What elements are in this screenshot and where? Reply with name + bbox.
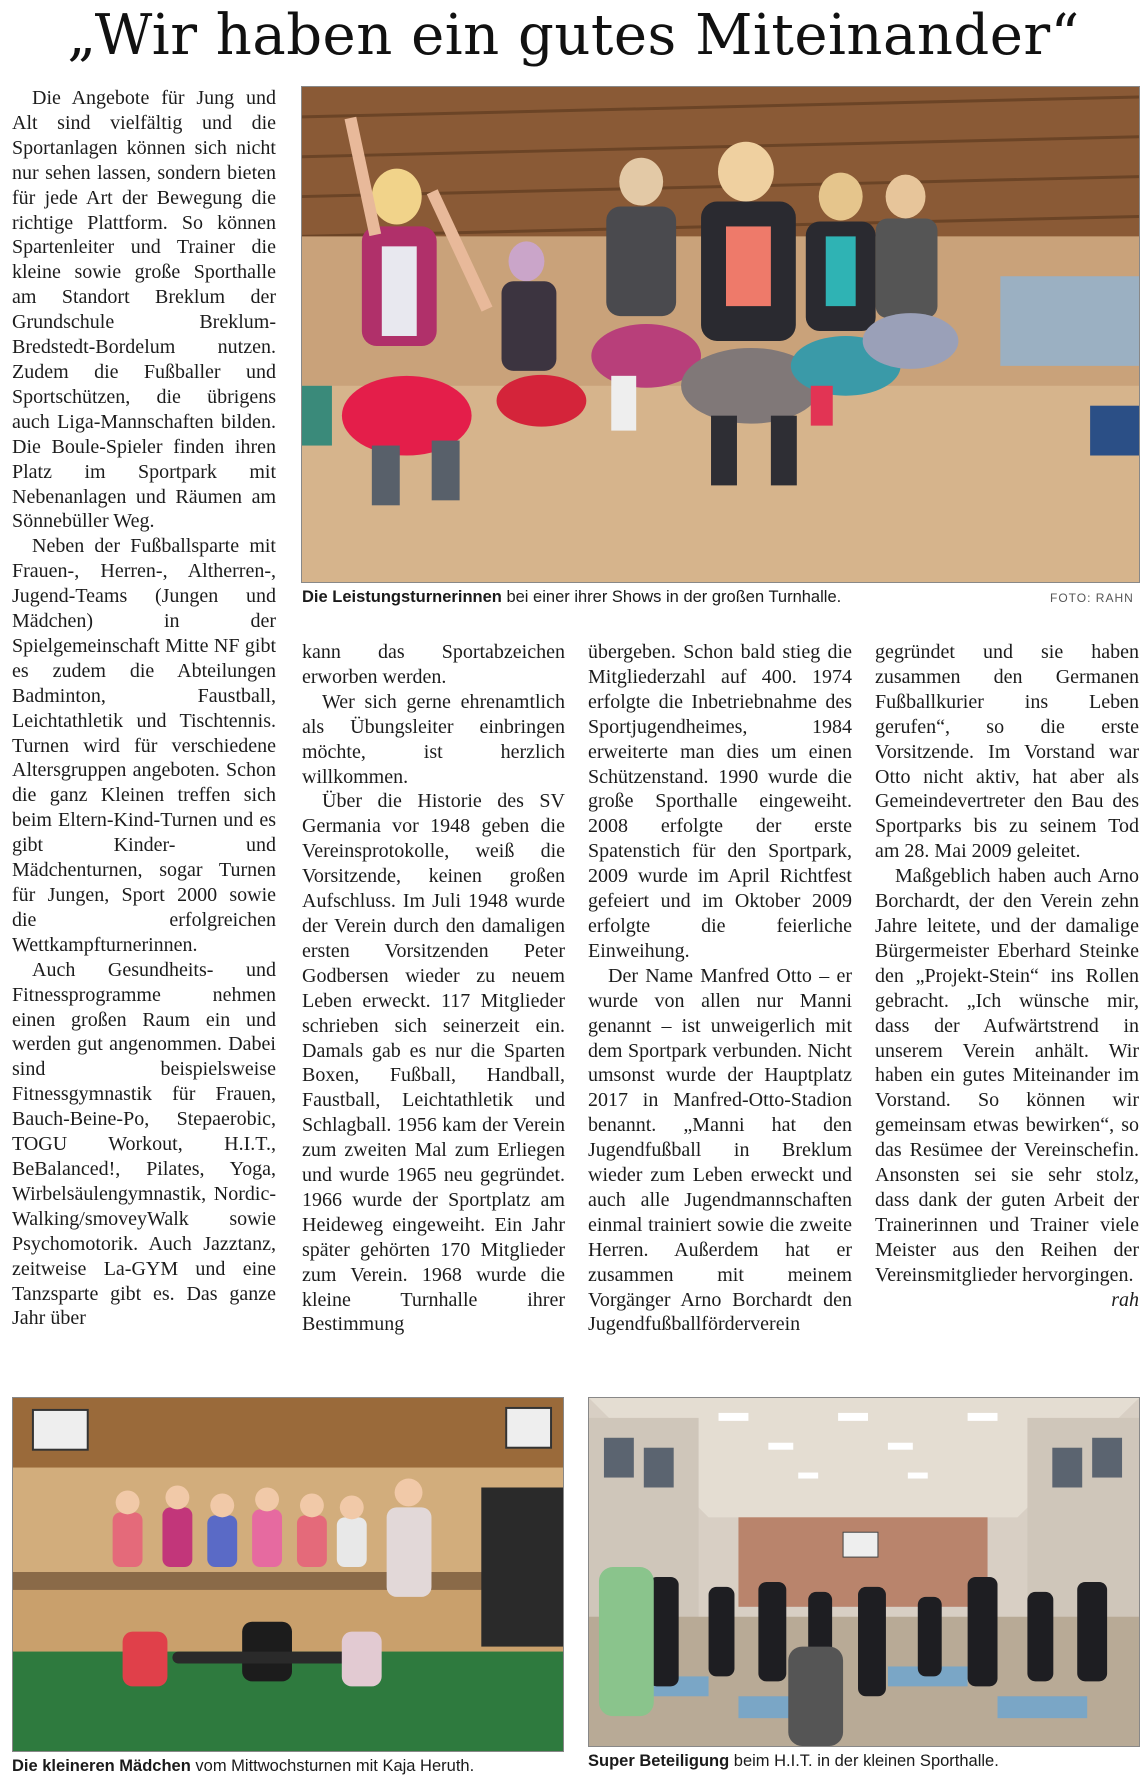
photo-girls-gymnastics — [12, 1397, 564, 1752]
headline: „Wir haben ein gutes Miteinander“ — [67, 3, 1080, 68]
paragraph: gegründet und sie haben zusammen den Germanen Fußballkurier ins Leben gerufen“, so die erste Vorsitzende. Im Vorstand war Otto nicht aktiv, hat aber als Gemeindevertreter den Bau des Sportparks bis zu seinem Tod am 28. Mai 2009 geleitet. — [875, 641, 1139, 863]
caption-top — [302, 587, 841, 607]
paragraph: Wer sich gerne ehrenamtlich als Übungsleiter einbringen möchte, ist herzlich willkommen. — [302, 690, 565, 788]
caption-top-text: bei einer ihrer Shows in der großen Turnhalle. — [501, 588, 842, 606]
caption-bottom-left — [12, 1756, 474, 1776]
photo-hit-class — [588, 1397, 1140, 1747]
author-signature: rah — [1111, 1288, 1139, 1311]
paragraph: Auch Gesundheits- und Fitnessprogramme nehmen einen großen Raum ein und werden gut angenommen. Dabei sind beispielsweise Fitnessgymnastik für Frauen, Bauch-Beine-Po, Stepaerobic, TOGU Workout, H.I.T., BeBalanced!, Pilates, Yoga, Wirbelsäulengymnastik, Nordic-Walking/smoveyWalk sowie Psychomotorik. Auch Jazztanz, zeitweise La-GYM und eine Tanzsparte gibt es. Das ganze Jahr über — [12, 958, 276, 1330]
paragraph: Die Angebote für Jung und Alt sind vielfältig und die Sportanlagen können sich nicht nur sehen lassen, sondern bieten für jede Art der Bewegung die richtige Plattform. So können Spartenleiter und Trainer die kleine sowie große Sporthalle am Standort Breklum der Grundschule Breklum-Bredstedt-Bordelum nutzen. Zudem die Fußballer und Sportschützen, die übrigens auch Liga-Mannschaften bilden. Die Boule-Spieler finden ihren Platz im Sportpark mit Nebenanlagen und Räumen am Sönnebüller Weg. — [12, 87, 276, 533]
caption-right-text: beim H.I.T. in der kleinen Sporthalle. — [729, 1752, 999, 1770]
paragraph: übergeben. Schon bald stieg die Mitgliederzahl auf 400. 1974 erfolgte die Inbetriebnahme des Sportjugendheimes, 1984 erweiterte man dies um einen Schützenstand. 1990 wurde die große Sporthalle eingeweiht. 2008 erfolgte der erste Spatenstich für den Sportpark, 2009 wurde im April Richtfest gefeiert und im Oktober 2009 erfolgte die feierliche Einweihung. — [588, 641, 852, 962]
caption-top-bold: Die Leistungsturnerinnen — [302, 588, 502, 606]
column-2 — [302, 640, 565, 1337]
paragraph: Über die Historie des SV Germania vor 1948 geben die Vereinsprotokolle, weiß die Vorsitzende, keinen großen Aufschluss. Im Juli 1948 wurde der Verein durch den damaligen ersten Vorsitzenden Peter Godbersen wieder zu neuem Leben erweckt. 117 Mitglieder schrieben sich seinerzeit ein. Damals gab es nur die Sparten Boxen, Fußball, Handball, Faustball, Leichtathletik und Schlagball. 1956 kam der Verein zum zweiten Mal zum Erliegen und wurde 1965 neu gegründet. 1966 wurde der Sportplatz am Heideweg eingeweiht. Ein Jahr später gehörten 170 Mitglieder zum Verein. 1968 wurde die kleine Turnhalle ihrer Bestimmung — [302, 790, 565, 1336]
column-1 — [12, 86, 276, 1331]
caption-left-bold: Die kleineren Mädchen — [12, 1757, 191, 1775]
caption-right-bold: Super Beteiligung — [588, 1752, 730, 1770]
photo-dancers — [301, 86, 1140, 583]
caption-bottom-right — [588, 1751, 999, 1771]
paragraph: kann das Sportabzeichen erworben werden. — [302, 641, 565, 688]
paragraph: Neben der Fußballsparte mit Frauen-, Herren-, Altherren-, Jugend-Teams (Jungen und Mädchen) in der Spielgemeinschaft Mitte NF gibt es zudem die Abteilungen Badminton, Faustball, Leichtathletik und Tischtennis. Turnen wird für verschiedene Altersgruppen angeboten. Schon die ganz Kleinen treffen sich beim Eltern-Kind-Turnen und es gibt Kinder- und Mädchenturnen, sogar Turnen für Jungen, Sport 2000 sowie die erfolgreichen Wettkampfturnerinnen. — [12, 535, 276, 956]
paragraph: Maßgeblich haben auch Arno Borchardt, der den Verein zehn Jahre leitete, und der damalige Bürgermeister Eberhard Steinke den „Projekt-Stein“ ins Rollen gebracht. „Ich wünsche mir, dass der Aufwärtstrend in unserem Verein anhält. Wir haben ein gutes Miteinander im Vorstand. So können wir gemeinsam etwas bewirken“, so das Resümee der Vereinschefin. Ansonsten sei sie sehr stolz, dass dank der guten Arbeit der Trainerinnen und Trainer viele Meister aus den Reihen der Vereinsmitglieder hervorgingen. — [875, 865, 1139, 1286]
caption-left-text: vom Mittwochsturnen mit Kaja Heruth. — [190, 1757, 475, 1775]
photo-credit: FOTO: RAHN — [1050, 591, 1134, 605]
column-3 — [588, 640, 852, 1337]
column-4 — [875, 640, 1139, 1312]
paragraph: Der Name Manfred Otto – er wurde von allen nur Manni genannt – ist unweigerlich mit dem Sportpark verbunden. Nicht umsonst wurde der Hauptplatz 2017 in Manfred-Otto-Stadion benannt. „Manni hat den Jugendfußball in Breklum wieder zum Leben erweckt und auch alle Jugendmannschaften einmal trainiert sowie die zweite Herren. Außerdem hat er zusammen mit meinem Vorgänger Arno Borchardt den Jugendfußballförderverein — [588, 964, 852, 1336]
